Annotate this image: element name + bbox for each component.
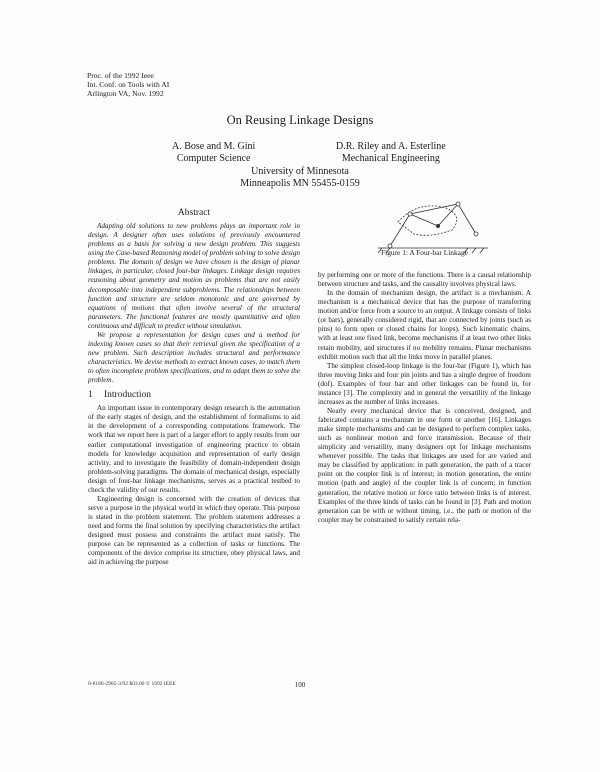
section-number: 1 (88, 390, 93, 401)
figure-caption: Figure 1: A Four-bar Linkage (381, 248, 468, 257)
copyright-footer: 0-8186-2905-3/92 $03.00 © 1992 IEEE (88, 681, 176, 687)
venue-line: Arlington VA, Nov. 1992 (87, 89, 164, 99)
right-column (318, 271, 531, 525)
abstract-heading: Abstract (177, 208, 211, 218)
page-number: 100 (294, 681, 306, 689)
pin-joint (474, 232, 478, 236)
author-dept: Mechanical Engineering (341, 153, 440, 164)
author-dept: Computer Science (176, 153, 251, 164)
pin-joint (456, 202, 460, 206)
author-block-1 (172, 141, 255, 165)
abstract-paragraph: We propose a representation for design cases and a method for indexing known cases so that their retrieval given the specification of a new problem. Such description includes structural and performance characteristics. We devise methods to extract known cases, to match them to often incomplete problem specifications, and to adapt them to solve the problem. (88, 330, 300, 385)
affiliation-line: Minneapolis MN 55455-0159 (240, 177, 360, 189)
body-paragraph: Nearly every mechanical device that is conceived, designed, and fabricated contains a mechanism in one form or another [16]. Linkages make simple mechanisms and can be designed to perform complex tasks, such as nonlinear motion and force transmission. Because of their simplicity and versatility, many designers opt for linkage mechanisms whenever possible. The tasks that linkages are used for are varied and may be classified by application: in path generation, the path of a tracer point on the coupler link is of interest; in motion generation, the entire motion (path and angle) of the coupler link is of concern; in function generation, the relative motion or force ratio between links is of interest. Examples of the three kinds of tasks can be found in [3]. Path and motion generation can be with or without timing, i.e., the path or motion of the coupler may be constrained to satisfy certain rela- (318, 406, 531, 524)
section-title: Introduction (104, 390, 151, 401)
venue-line: Proc. of the 1992 Ieee (87, 71, 154, 80)
body-paragraph: Engineering design is concerned with the creation of devices that serve a purpose in the physical world in which they operate. This purpose is stated in the problem statement. The problem statement addresses a need and forms the final solution by specifying characteristics the artifact designed must possess and constraints the artifact must satisfy. The purpose can be represented as a collection of tasks or functions. The components of the device comprise its structure, obey physical laws, and aid in achieving the purpose (88, 494, 300, 567)
tracer-point (436, 224, 439, 227)
linkage-link (390, 204, 476, 246)
author-block-2 (336, 141, 446, 165)
paper-title: On Reusing Linkage Designs (226, 113, 374, 127)
affiliation-line: University of Minnesota (251, 166, 349, 177)
body-paragraph: The simplest closed-loop linkage is the four-bar (Figure 1), which has three moving links and four pin joints and has a single degree of freedom (dof). Examples of four bar and other linkages can be found in, for instance [3]. The complexity and in general the versatility of the linkage increases as the number of links increases. (318, 361, 531, 406)
section-heading (88, 391, 300, 400)
pin-joint (408, 212, 412, 216)
author-names: A. Bose and M. Gini (172, 141, 256, 152)
abstract-paragraph: Adapting old solutions to new problems plays an important role in design. A designer often uses solutions of previously encountered problems as a basis for solving a new design problem. This suggests using the Case-based Reasoning model of problem solving to solve design problems. The domain of design we have chosen is the design of planar linkages, in particular, closed four-bar linkages. Linkage design requires reasoning about geometry and motion as problems that are not easily decomposable into independent subproblems. The relationships between function and structure are seldom monotonic and are governed by equations of motions that often involve several of the structural parameters. The functional features are mostly quantitative and often continuous and difficult to predict without simulation. (88, 222, 300, 330)
author-names: D.R. Riley and A. Esterline (336, 141, 446, 152)
body-paragraph: by performing one or more of the functions. There is a causal relationship between structure and tasks, and the causality involves physical laws. (318, 271, 531, 289)
linkage-link (410, 204, 458, 226)
affiliation (0, 166, 600, 189)
body-paragraph: An important issue in contemporary design research is the automation of the early stages of design, and the establishment of formalisms to aid in the development of a corresponding computations framework. The work that we report here is part of a larger effort to apply results from our earlier computational investigation of engineering practice to obtain models for knowledge acquisition and representation of early design activity, and to investigate the feasibility of domain-independent design problem-solving paradigms. The domain of mechanical design, especially design of four-bar linkage mechanisms, serves as a practical testbed to check the validity of our results. (88, 404, 300, 494)
left-column (88, 209, 300, 567)
body-paragraph: In the domain of mechanism design, the artifact is a mechanism. A mechanism is a mechanical device that has the purpose of transferring motion and/or force from a source to an output. A linkage consists of links (or bars), generally considered rigid, that are connected by joints (such as pins) to form open or closed chains for loops). Such kinematic chains, with at least one fixed link, become mechanisms if at least two other links retain mobility, and structures if no mobility remains. Planar mechanisms exhibit motion such that all the links move in parallel planes. (318, 289, 531, 361)
venue-line: Int. Conf. on Tools with AI (87, 80, 170, 90)
venue-info (87, 71, 169, 99)
